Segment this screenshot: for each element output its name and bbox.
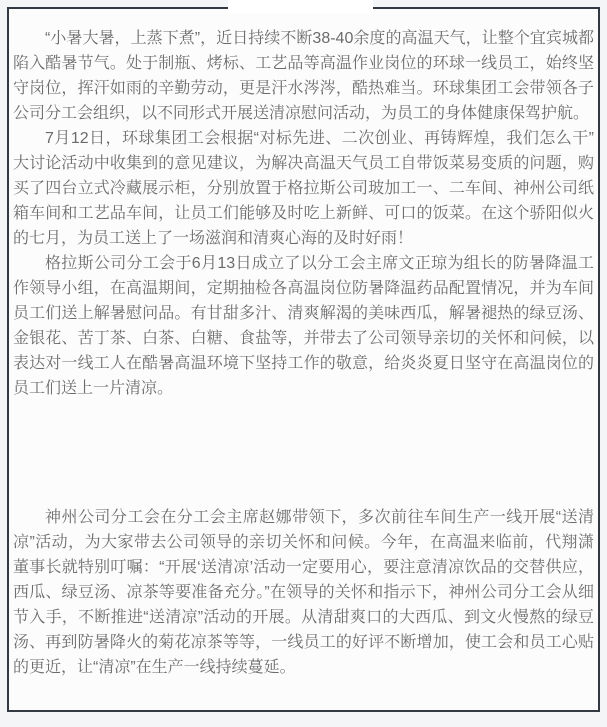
article-text-panel bbox=[7, 7, 600, 712]
top-border-notch-overlay bbox=[228, 0, 373, 14]
article-paragraph-3: 格拉斯公司分工会于6月13日成立了以分工会主席文正琼为组长的防暑降温工作领导小组，在高温期间，定期抽检各高温岗位防暑降温药品配置情况，并为车间员工们送上解暑慰问品。有甘甜多汁、清爽解渴的美味西瓜，解暑褪热的绿豆汤、金银花、苦丁茶、白茶、白糖、食盐等，并带去了公司领导亲切的关怀和问候，以表达对一线工人在酷暑高温环境下坚持工作的敬意，给炎炎夏日坚守在高温岗位的员工们送上一片清凉。 bbox=[13, 255, 594, 397]
paragraph-gap-spacer bbox=[13, 401, 594, 505]
article-paragraph-4: 神州公司分工会在分工会主席赵娜带领下，多次前往车间生产一线开展“送清凉”活动，为大家带去公司领导的亲切关怀和问候。今年，在高温来临前，代翔潇董事长就特别叮嘱：“开展‘送清凉’活动一定要用心，要注意清凉饮品的交替供应，西瓜、绿豆汤、凉茶等要准备充分。”在领导的关怀和指示下，神州公司分工会从细节入手，不断推进“送清凉”活动的开展。从清甜爽口的大西瓜、到文火慢熬的绿豆汤、再到防暑降火的菊花凉茶等等，一线员工的好评不断增加，使工会和员工心贴的更近，让“清凉”在生产一线持续蔓延。 bbox=[13, 509, 594, 676]
article-paragraph-2: 7月12日，环球集团工会根据“对标先进、二次创业、再铸辉煌，我们怎么干”大讨论活动中收集到的意见建议，为解决高温天气员工自带饭菜易变质的问题，购买了四台立式冷藏展示柜，分别放置于格拉斯公司玻加工一、二车间、神州公司纸箱车间和工艺品车间，让员工们能够及时吃上新鲜、可口的饭菜。在这个骄阳似火的七月，为员工送上了一场滋润和清爽心海的及时好雨！ bbox=[13, 130, 594, 247]
article-paragraph-1: “小暑大暑，上蒸下煮”，近日持续不断38-40余度的高温天气，让整个宜宾城都陷入酷暑节气。处于制瓶、烤标、工艺品等高温作业岗位的环球一线员工，始终坚守岗位，挥汗如雨的辛勤劳动，更是汗水涔涔，酷热难当。环球集团工会带领各子公司分工会组织，以不同形式开展送清凉慰问活动，为员工的身体健康保驾护航。 bbox=[13, 30, 594, 122]
